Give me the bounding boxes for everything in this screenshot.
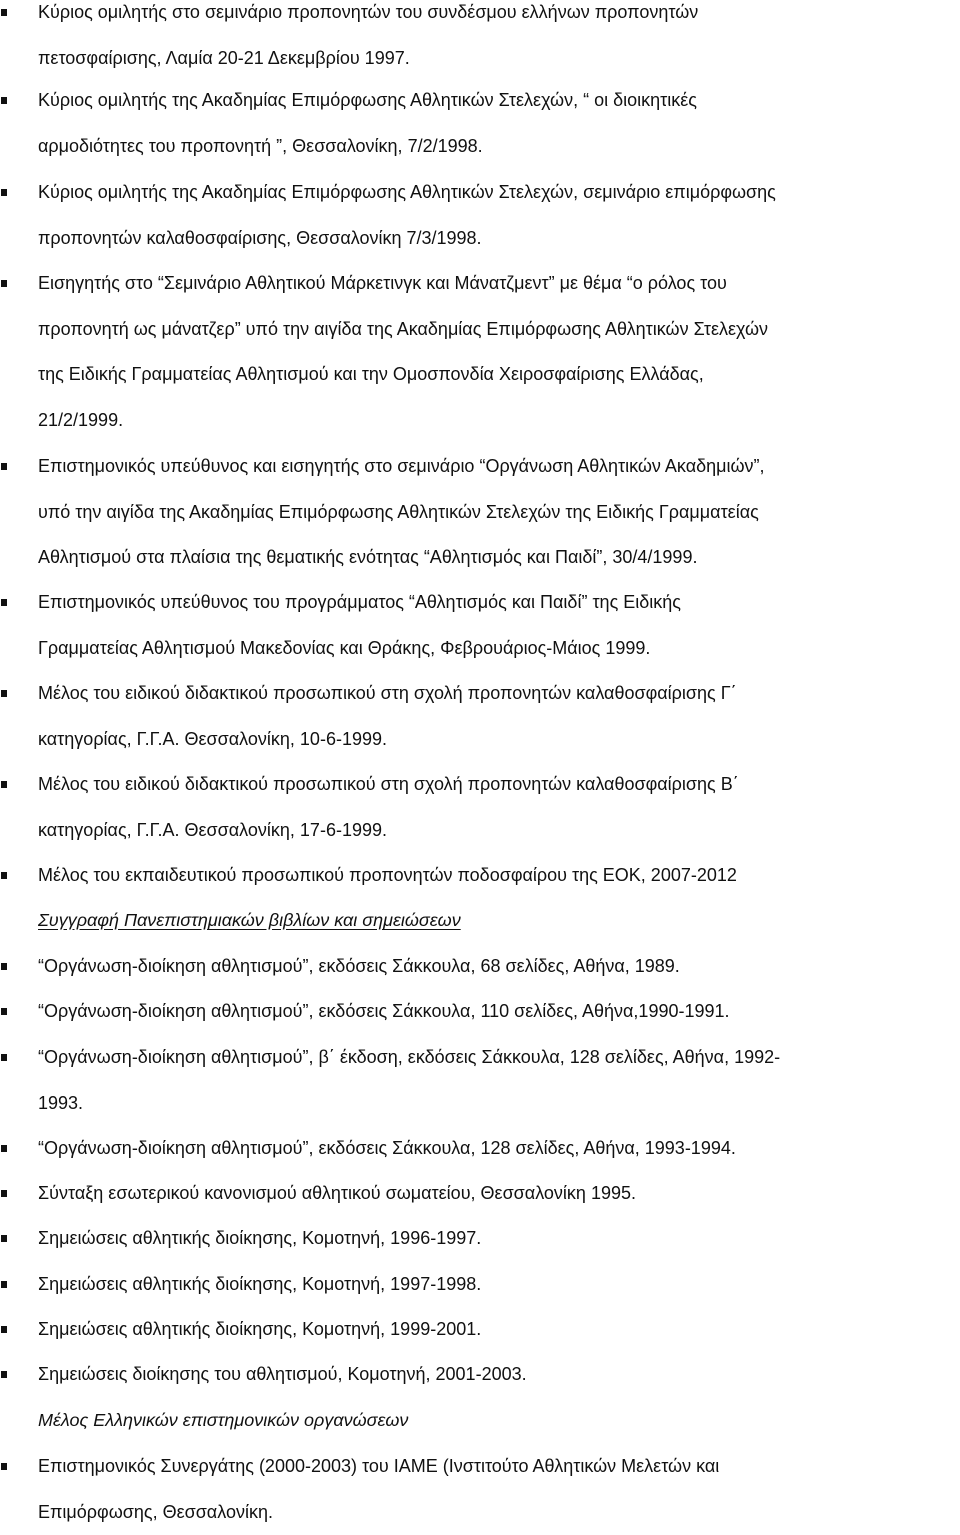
book-item [38,1307,960,1353]
book-item [38,1035,960,1126]
bullet-marker [1,1008,7,1015]
list-item [38,671,960,762]
book-item [38,944,960,990]
section-heading-text: Μέλος Ελληνικών επιστημονικών οργανώσεων [38,1398,960,1444]
item-text-line: Μέλος του ειδικού διδακτικού προσωπικού στη σχολή προπονητών καλαθοσφαίρισης Β΄ [38,762,960,808]
bullet-marker [1,9,7,16]
list-item [38,261,960,443]
bullet-marker [1,781,7,788]
item-text-line: Μέλος του εκπαιδευτικού προσωπικού προπονητών ποδοσφαίρου της ΕΟΚ, 2007-2012 [38,853,960,899]
book-item [38,1216,960,1262]
item-text-line: Κύριος ομιλητής στο σεμινάριο προπονητών του συνδέσμου ελλήνων προπονητών [38,0,960,36]
item-text-line: Μέλος του ειδικού διδακτικού προσωπικού στη σχολή προπονητών καλαθοσφαίρισης Γ΄ [38,671,960,717]
item-text-line: Σημειώσεις αθλητικής διοίκησης, Κομοτηνή, 1999-2001. [38,1307,960,1353]
list-item [38,444,960,581]
list-item [38,580,960,671]
bullet-marker [1,1463,7,1470]
item-text-line: πετοσφαίρισης, Λαμία 20-21 Δεκεμβρίου 1997. [38,36,960,82]
item-text-line: Επιστημονικός υπεύθυνος και εισηγητής στο σεμινάριο “Οργάνωση Αθλητικών Ακαδημιών”, [38,444,960,490]
item-text-line: Σύνταξη εσωτερικού κανονισμού αθλητικού σωματείου, Θεσσαλονίκη 1995. [38,1171,960,1217]
bullet-marker [1,872,7,879]
membership-item [38,1444,960,1535]
item-text-line: Επιστημονικός Συνεργάτης (2000-2003) του ΙΑΜΕ (Ινστιτούτο Αθλητικών Μελετών και [38,1444,960,1490]
item-text-line: υπό την αιγίδα της Ακαδημίας Επιμόρφωσης Αθλητικών Στελεχών της Ειδικής Γραμματείας [38,490,960,536]
item-text-line: κατηγορίας, Γ.Γ.Α. Θεσσαλονίκη, 10-6-1999. [38,717,960,763]
bullet-marker [1,1235,7,1242]
item-text-line: Κύριος ομιλητής της Ακαδημίας Επιμόρφωσης Αθλητικών Στελεχών, “ οι διοικητικές [38,78,960,124]
bullet-marker [1,1281,7,1288]
item-text-line: αρμοδιότητες του προπονητή ”, Θεσσαλονίκη, 7/2/1998. [38,124,960,170]
section-heading-memberships [38,1398,960,1444]
item-text-line: προπονητή ως μάνατζερ” υπό την αιγίδα της Ακαδημίας Επιμόρφωσης Αθλητικών Στελεχών [38,307,960,353]
item-text-line: Κύριος ομιλητής της Ακαδημίας Επιμόρφωσης Αθλητικών Στελεχών, σεμινάριο επιμόρφωσης [38,170,960,216]
item-text-line: “Οργάνωση-διοίκηση αθλητισμού”, εκδόσεις Σάκκουλα, 68 σελίδες, Αθήνα, 1989. [38,944,960,990]
book-item [38,1126,960,1172]
bullet-marker [1,1326,7,1333]
item-text-line: 1993. [38,1081,960,1127]
item-text-line: Γραμματείας Αθλητισμού Μακεδονίας και Θράκης, Φεβρουάριος-Μάιος 1999. [38,626,960,672]
list-item [38,853,960,899]
bullet-marker [1,1054,7,1061]
section-heading-books [38,898,960,944]
item-text-line: Σημειώσεις διοίκησης του αθλητισμού, Κομοτηνή, 2001-2003. [38,1352,960,1398]
book-item [38,1352,960,1398]
bullet-marker [1,1371,7,1378]
list-item [38,762,960,853]
item-text-line: Αθλητισμού στα πλαίσια της θεματικής ενότητας “Αθλητισμός και Παιδί”, 30/4/1999. [38,535,960,581]
item-text-line: Επιμόρφωσης, Θεσσαλονίκη. [38,1490,960,1535]
item-text-line: προπονητών καλαθοσφαίρισης, Θεσσαλονίκη 7/3/1998. [38,216,960,262]
item-text-line: Εισηγητής στο “Σεμινάριο Αθλητικού Μάρκετινγκ και Μάνατζμεντ” με θέμα “ο ρόλος του [38,261,960,307]
bullet-marker [1,1190,7,1197]
bullet-marker [1,690,7,697]
item-text-line: Επιστημονικός υπεύθυνος του προγράμματος “Αθλητισμός και Παιδί” της Ειδικής [38,580,960,626]
list-item [38,78,960,169]
section-heading-text: Συγγραφή Πανεπιστημιακών βιβλίων και σημειώσεων [38,898,960,944]
item-text-line: “Οργάνωση-διοίκηση αθλητισμού”, β΄ έκδοση, εκδόσεις Σάκκουλα, 128 σελίδες, Αθήνα, 1992- [38,1035,960,1081]
bullet-marker [1,189,7,196]
book-item [38,1262,960,1308]
list-item [38,170,960,261]
book-item [38,989,960,1035]
bullet-marker [1,963,7,970]
bullet-marker [1,280,7,287]
item-text-line: 21/2/1999. [38,398,960,444]
item-text-line: “Οργάνωση-διοίκηση αθλητισμού”, εκδόσεις Σάκκουλα, 128 σελίδες, Αθήνα, 1993-1994. [38,1126,960,1172]
list-item [38,0,960,81]
bullet-marker [1,463,7,470]
book-item [38,1171,960,1217]
bullet-marker [1,97,7,104]
item-text-line: κατηγορίας, Γ.Γ.Α. Θεσσαλονίκη, 17-6-1999. [38,808,960,854]
item-text-line: Σημειώσεις αθλητικής διοίκησης, Κομοτηνή, 1996-1997. [38,1216,960,1262]
item-text-line: της Ειδικής Γραμματείας Αθλητισμού και την Ομοσπονδία Χειροσφαίρισης Ελλάδας, [38,352,960,398]
bullet-marker [1,599,7,606]
item-text-line: Σημειώσεις αθλητικής διοίκησης, Κομοτηνή, 1997-1998. [38,1262,960,1308]
item-text-line: “Οργάνωση-διοίκηση αθλητισμού”, εκδόσεις Σάκκουλα, 110 σελίδες, Αθήνα,1990-1991. [38,989,960,1035]
bullet-marker [1,1145,7,1152]
